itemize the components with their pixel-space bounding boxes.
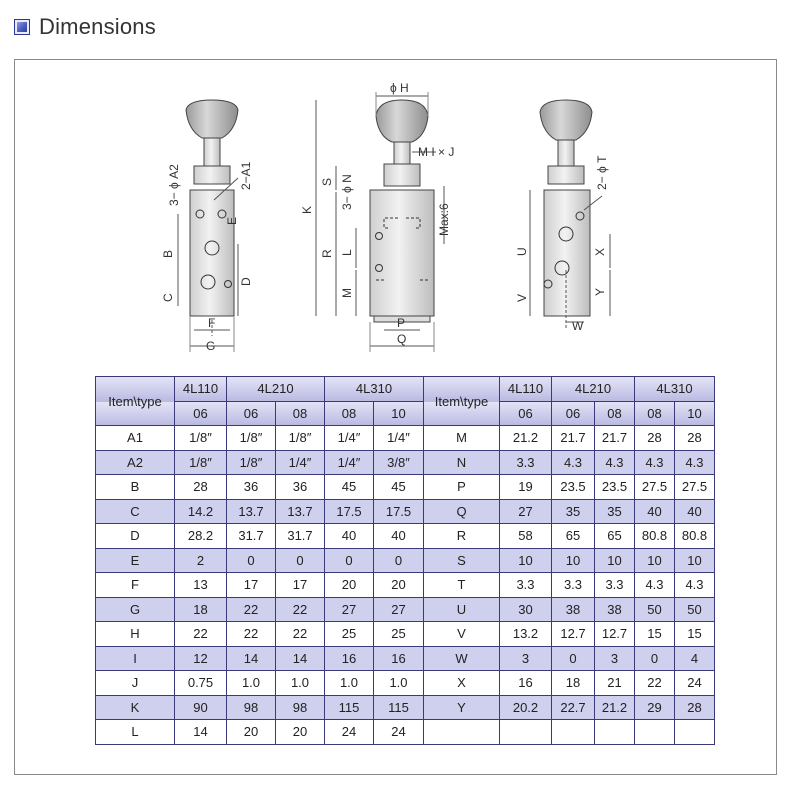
value-cell: 80.8 bbox=[675, 524, 715, 549]
item-cell: J bbox=[96, 671, 175, 696]
section-title: Dimensions bbox=[39, 14, 156, 39]
left-nut bbox=[194, 166, 230, 184]
value-cell: 16 bbox=[374, 646, 424, 671]
right-nut bbox=[548, 166, 584, 184]
value-cell: 115 bbox=[374, 695, 424, 720]
label-s: S bbox=[320, 177, 334, 186]
value-cell: 4.3 bbox=[635, 450, 675, 475]
value-cell: 12.7 bbox=[552, 622, 595, 647]
value-cell: 1.0 bbox=[325, 671, 374, 696]
label-3-phi-a2: 3− ϕ A2 bbox=[167, 164, 181, 206]
value-cell: 29 bbox=[635, 695, 675, 720]
value-cell bbox=[500, 720, 552, 745]
value-cell: 65 bbox=[552, 524, 595, 549]
value-cell: 10 bbox=[635, 548, 675, 573]
value-cell: 14.2 bbox=[175, 499, 227, 524]
value-cell: 80.8 bbox=[635, 524, 675, 549]
value-cell: 24 bbox=[675, 671, 715, 696]
value-cell: 98 bbox=[227, 695, 276, 720]
value-cell: 0.75 bbox=[175, 671, 227, 696]
table-row bbox=[96, 450, 715, 475]
value-cell: 1/4″ bbox=[374, 426, 424, 451]
value-cell: 21.2 bbox=[500, 426, 552, 451]
value-cell: 22 bbox=[635, 671, 675, 696]
value-cell: 22 bbox=[276, 622, 325, 647]
value-cell bbox=[675, 720, 715, 745]
value-cell: 24 bbox=[374, 720, 424, 745]
value-cell: 22 bbox=[276, 597, 325, 622]
value-cell: 27 bbox=[325, 597, 374, 622]
value-cell: 3.3 bbox=[552, 573, 595, 598]
table-row bbox=[96, 671, 715, 696]
label-w: W bbox=[572, 319, 584, 333]
value-cell: 2 bbox=[175, 548, 227, 573]
value-cell: 3.3 bbox=[595, 573, 635, 598]
value-cell: 4.3 bbox=[675, 573, 715, 598]
value-cell: 23.5 bbox=[595, 475, 635, 500]
value-cell: 18 bbox=[175, 597, 227, 622]
dimensions-table bbox=[95, 376, 715, 745]
model-header: 4L110 bbox=[175, 377, 227, 402]
value-cell: 4.3 bbox=[595, 450, 635, 475]
value-cell: 0 bbox=[552, 646, 595, 671]
value-cell: 10 bbox=[500, 548, 552, 573]
value-cell: 28 bbox=[675, 695, 715, 720]
value-cell: 30 bbox=[500, 597, 552, 622]
value-cell: 0 bbox=[374, 548, 424, 573]
item-cell: Q bbox=[424, 499, 500, 524]
label-3-phi-n: 3− ϕ N bbox=[340, 174, 354, 210]
value-cell: 27.5 bbox=[635, 475, 675, 500]
value-cell: 36 bbox=[227, 475, 276, 500]
value-cell: 90 bbox=[175, 695, 227, 720]
value-cell: 15 bbox=[635, 622, 675, 647]
value-cell: 4.3 bbox=[552, 450, 595, 475]
value-cell: 15 bbox=[675, 622, 715, 647]
item-type-header: Item\type bbox=[424, 377, 500, 426]
value-cell: 35 bbox=[595, 499, 635, 524]
value-cell: 1.0 bbox=[227, 671, 276, 696]
value-cell: 17.5 bbox=[374, 499, 424, 524]
value-cell: 0 bbox=[276, 548, 325, 573]
right-body bbox=[544, 190, 590, 316]
item-cell: L bbox=[96, 720, 175, 745]
label-m: M bbox=[340, 288, 354, 298]
table-row bbox=[96, 475, 715, 500]
table-row bbox=[96, 426, 715, 451]
value-cell: 36 bbox=[276, 475, 325, 500]
value-cell: 27 bbox=[500, 499, 552, 524]
value-cell: 45 bbox=[374, 475, 424, 500]
label-x: X bbox=[593, 247, 607, 256]
label-k: K bbox=[300, 205, 314, 214]
value-cell: 28 bbox=[175, 475, 227, 500]
table-row bbox=[96, 548, 715, 573]
table-row bbox=[96, 695, 715, 720]
value-cell: 3.3 bbox=[500, 573, 552, 598]
value-cell: 20 bbox=[325, 573, 374, 598]
value-cell: 16 bbox=[325, 646, 374, 671]
value-cell: 21.7 bbox=[595, 426, 635, 451]
size-header: 06 bbox=[552, 401, 595, 426]
label-e: E bbox=[225, 216, 239, 225]
size-header: 06 bbox=[175, 401, 227, 426]
item-cell: S bbox=[424, 548, 500, 573]
size-header: 08 bbox=[595, 401, 635, 426]
value-cell: 4.3 bbox=[635, 573, 675, 598]
table-row bbox=[96, 597, 715, 622]
item-cell: X bbox=[424, 671, 500, 696]
value-cell: 19 bbox=[500, 475, 552, 500]
label-y: Y bbox=[593, 287, 607, 296]
left-knob bbox=[186, 100, 238, 138]
value-cell: 1.0 bbox=[276, 671, 325, 696]
value-cell: 1/4″ bbox=[325, 426, 374, 451]
value-cell: 22 bbox=[227, 597, 276, 622]
value-cell: 14 bbox=[276, 646, 325, 671]
value-cell: 22 bbox=[175, 622, 227, 647]
value-cell: 28.2 bbox=[175, 524, 227, 549]
size-header: 10 bbox=[374, 401, 424, 426]
value-cell: 115 bbox=[325, 695, 374, 720]
value-cell: 31.7 bbox=[276, 524, 325, 549]
item-cell: N bbox=[424, 450, 500, 475]
right-view bbox=[515, 100, 610, 333]
value-cell: 1/8″ bbox=[227, 450, 276, 475]
value-cell: 28 bbox=[675, 426, 715, 451]
value-cell: 28 bbox=[635, 426, 675, 451]
value-cell: 21.7 bbox=[552, 426, 595, 451]
header-row-sizes bbox=[96, 401, 715, 426]
label-m-i-x-j: M I × J bbox=[418, 145, 455, 159]
value-cell: 3 bbox=[500, 646, 552, 671]
size-header: 08 bbox=[276, 401, 325, 426]
item-cell: M bbox=[424, 426, 500, 451]
item-cell: A2 bbox=[96, 450, 175, 475]
value-cell: 25 bbox=[374, 622, 424, 647]
table-row bbox=[96, 720, 715, 745]
label-b: B bbox=[161, 249, 175, 258]
right-stem bbox=[558, 140, 574, 166]
item-cell: K bbox=[96, 695, 175, 720]
item-cell: E bbox=[96, 548, 175, 573]
label-phi-h: ϕ H bbox=[390, 81, 409, 95]
value-cell: 1/8″ bbox=[175, 450, 227, 475]
value-cell: 38 bbox=[552, 597, 595, 622]
model-header: 4L310 bbox=[635, 377, 715, 402]
value-cell: 1/8″ bbox=[227, 426, 276, 451]
label-r: R bbox=[320, 249, 334, 258]
value-cell: 1/4″ bbox=[276, 450, 325, 475]
right-knob bbox=[540, 100, 592, 140]
value-cell: 58 bbox=[500, 524, 552, 549]
value-cell: 10 bbox=[675, 548, 715, 573]
value-cell: 0 bbox=[635, 646, 675, 671]
item-cell bbox=[424, 720, 500, 745]
model-header: 4L210 bbox=[552, 377, 635, 402]
middle-body bbox=[370, 190, 434, 316]
item-cell: H bbox=[96, 622, 175, 647]
middle-stem bbox=[394, 142, 410, 164]
value-cell: 3/8″ bbox=[374, 450, 424, 475]
value-cell: 4 bbox=[675, 646, 715, 671]
value-cell: 13.7 bbox=[276, 499, 325, 524]
size-header: 10 bbox=[675, 401, 715, 426]
dimension-drawing bbox=[0, 0, 791, 376]
label-c: C bbox=[161, 293, 175, 302]
model-header: 4L310 bbox=[325, 377, 424, 402]
item-cell: T bbox=[424, 573, 500, 598]
left-view bbox=[161, 100, 253, 353]
value-cell: 24 bbox=[325, 720, 374, 745]
label-v: V bbox=[515, 293, 529, 302]
label-q: Q bbox=[397, 332, 407, 346]
value-cell: 27.5 bbox=[675, 475, 715, 500]
value-cell: 40 bbox=[325, 524, 374, 549]
table-body bbox=[96, 426, 715, 745]
item-cell: D bbox=[96, 524, 175, 549]
value-cell: 23.5 bbox=[552, 475, 595, 500]
model-header: 4L210 bbox=[227, 377, 325, 402]
table-row bbox=[96, 524, 715, 549]
left-body bbox=[190, 190, 234, 316]
value-cell: 1/8″ bbox=[276, 426, 325, 451]
label-g: G bbox=[206, 339, 216, 353]
value-cell: 31.7 bbox=[227, 524, 276, 549]
value-cell: 45 bbox=[325, 475, 374, 500]
model-header: 4L110 bbox=[500, 377, 552, 402]
value-cell: 22.7 bbox=[552, 695, 595, 720]
value-cell: 13 bbox=[175, 573, 227, 598]
value-cell: 18 bbox=[552, 671, 595, 696]
size-header: 08 bbox=[635, 401, 675, 426]
value-cell: 17 bbox=[276, 573, 325, 598]
value-cell bbox=[552, 720, 595, 745]
value-cell: 16 bbox=[500, 671, 552, 696]
item-cell: R bbox=[424, 524, 500, 549]
label-u: U bbox=[515, 247, 529, 256]
value-cell: 50 bbox=[675, 597, 715, 622]
label-max6: Max:6 bbox=[437, 203, 451, 236]
value-cell: 35 bbox=[552, 499, 595, 524]
value-cell: 20 bbox=[227, 720, 276, 745]
label-2-a1: 2−A1 bbox=[239, 161, 253, 190]
item-cell: G bbox=[96, 597, 175, 622]
middle-nut bbox=[384, 164, 420, 186]
table-row bbox=[96, 622, 715, 647]
label-f: F bbox=[208, 316, 216, 330]
value-cell: 4.3 bbox=[675, 450, 715, 475]
value-cell: 20 bbox=[374, 573, 424, 598]
value-cell: 13.2 bbox=[500, 622, 552, 647]
value-cell: 98 bbox=[276, 695, 325, 720]
value-cell: 0 bbox=[325, 548, 374, 573]
item-cell: Y bbox=[424, 695, 500, 720]
value-cell: 65 bbox=[595, 524, 635, 549]
value-cell: 0 bbox=[227, 548, 276, 573]
size-header: 06 bbox=[227, 401, 276, 426]
value-cell: 3.3 bbox=[500, 450, 552, 475]
middle-knob bbox=[376, 100, 428, 142]
value-cell: 13.7 bbox=[227, 499, 276, 524]
middle-view bbox=[300, 81, 454, 352]
header-row-models bbox=[96, 377, 715, 402]
value-cell: 12.7 bbox=[595, 622, 635, 647]
value-cell: 50 bbox=[635, 597, 675, 622]
item-cell: I bbox=[96, 646, 175, 671]
value-cell: 3 bbox=[595, 646, 635, 671]
label-l: L bbox=[340, 249, 354, 256]
value-cell: 17.5 bbox=[325, 499, 374, 524]
item-type-header: Item\type bbox=[96, 377, 175, 426]
value-cell: 14 bbox=[227, 646, 276, 671]
label-2-phi-t: 2− ϕ T bbox=[595, 155, 609, 190]
value-cell: 1/8″ bbox=[175, 426, 227, 451]
item-cell: W bbox=[424, 646, 500, 671]
value-cell: 1.0 bbox=[374, 671, 424, 696]
value-cell bbox=[635, 720, 675, 745]
label-d: D bbox=[239, 277, 253, 286]
item-cell: B bbox=[96, 475, 175, 500]
table-row bbox=[96, 573, 715, 598]
item-cell: V bbox=[424, 622, 500, 647]
value-cell: 14 bbox=[175, 720, 227, 745]
item-cell: A1 bbox=[96, 426, 175, 451]
item-cell: U bbox=[424, 597, 500, 622]
size-header: 08 bbox=[325, 401, 374, 426]
value-cell: 12 bbox=[175, 646, 227, 671]
value-cell: 25 bbox=[325, 622, 374, 647]
table-row bbox=[96, 499, 715, 524]
table-row bbox=[96, 646, 715, 671]
item-cell: F bbox=[96, 573, 175, 598]
value-cell: 20.2 bbox=[500, 695, 552, 720]
value-cell: 40 bbox=[635, 499, 675, 524]
value-cell: 40 bbox=[675, 499, 715, 524]
left-stem bbox=[204, 138, 220, 166]
value-cell: 21.2 bbox=[595, 695, 635, 720]
value-cell: 38 bbox=[595, 597, 635, 622]
value-cell: 1/4″ bbox=[325, 450, 374, 475]
value-cell: 21 bbox=[595, 671, 635, 696]
value-cell: 27 bbox=[374, 597, 424, 622]
item-cell: C bbox=[96, 499, 175, 524]
size-header: 06 bbox=[500, 401, 552, 426]
item-cell: P bbox=[424, 475, 500, 500]
value-cell: 10 bbox=[552, 548, 595, 573]
value-cell: 20 bbox=[276, 720, 325, 745]
value-cell: 17 bbox=[227, 573, 276, 598]
value-cell: 10 bbox=[595, 548, 635, 573]
value-cell bbox=[595, 720, 635, 745]
label-p: P bbox=[397, 316, 406, 330]
value-cell: 40 bbox=[374, 524, 424, 549]
value-cell: 22 bbox=[227, 622, 276, 647]
